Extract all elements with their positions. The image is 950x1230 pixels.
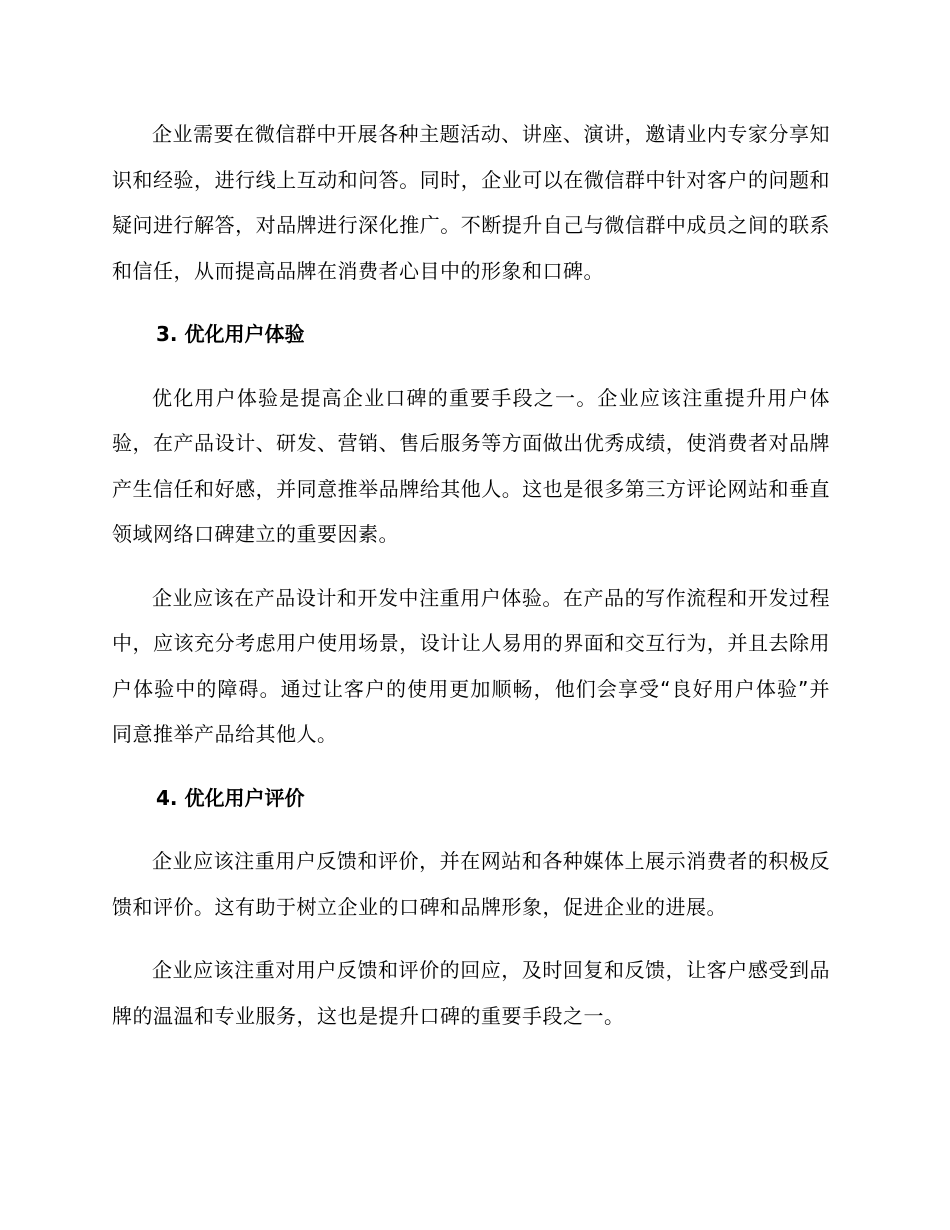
paragraph-user-feedback: 企业应该注重用户反馈和评价，并在网站和各种媒体上展示消费者的积极反馈和评价。这有助于树立企业的口碑和品牌形象，促进企业的进展。 [112, 849, 830, 919]
paragraph-wechat-activities: 企业需要在微信群中开展各种主题活动、讲座、演讲，邀请业内专家分享知识和经验，进行线上互动和问答。同时，企业可以在微信群中针对客户的问题和疑问进行解答，对品牌进行深化推广。不断提升自己与微信群中成员之间的联系和信任，从而提高品牌在消费者心目中的形象和口碑。 [112, 122, 830, 283]
document-body [112, 112, 830, 1057]
paragraph-feedback-response: 企业应该注重对用户反馈和评价的回应，及时回复和反馈，让客户感受到品牌的温温和专业服务，这也是提升口碑的重要手段之一。 [112, 958, 830, 1028]
section-heading-user-experience: 3. 优化用户体验 [156, 322, 305, 346]
section-heading-user-reviews: 4. 优化用户评价 [156, 785, 305, 810]
paragraph-product-design: 企业应该在产品设计和开发中注重用户体验。在产品的写作流程和开发过程中，应该充分考虑用户使用场景，设计让人易用的界面和交互行为，并且去除用户体验中的障碍。通过让客户的使用更加顺畅，他们会享受“良好用户体验”并同意推举产品给其他人。 [112, 585, 830, 746]
paragraph-user-experience-intro: 优化用户体验是提高企业口碑的重要手段之一。企业应该注重提升用户体验，在产品设计、研发、营销、售后服务等方面做出优秀成绩，使消费者对品牌产生信任和好感，并同意推举品牌给其他人。这也是很多第三方评论网站和垂直领域网络口碑建立的重要因素。 [112, 385, 830, 546]
